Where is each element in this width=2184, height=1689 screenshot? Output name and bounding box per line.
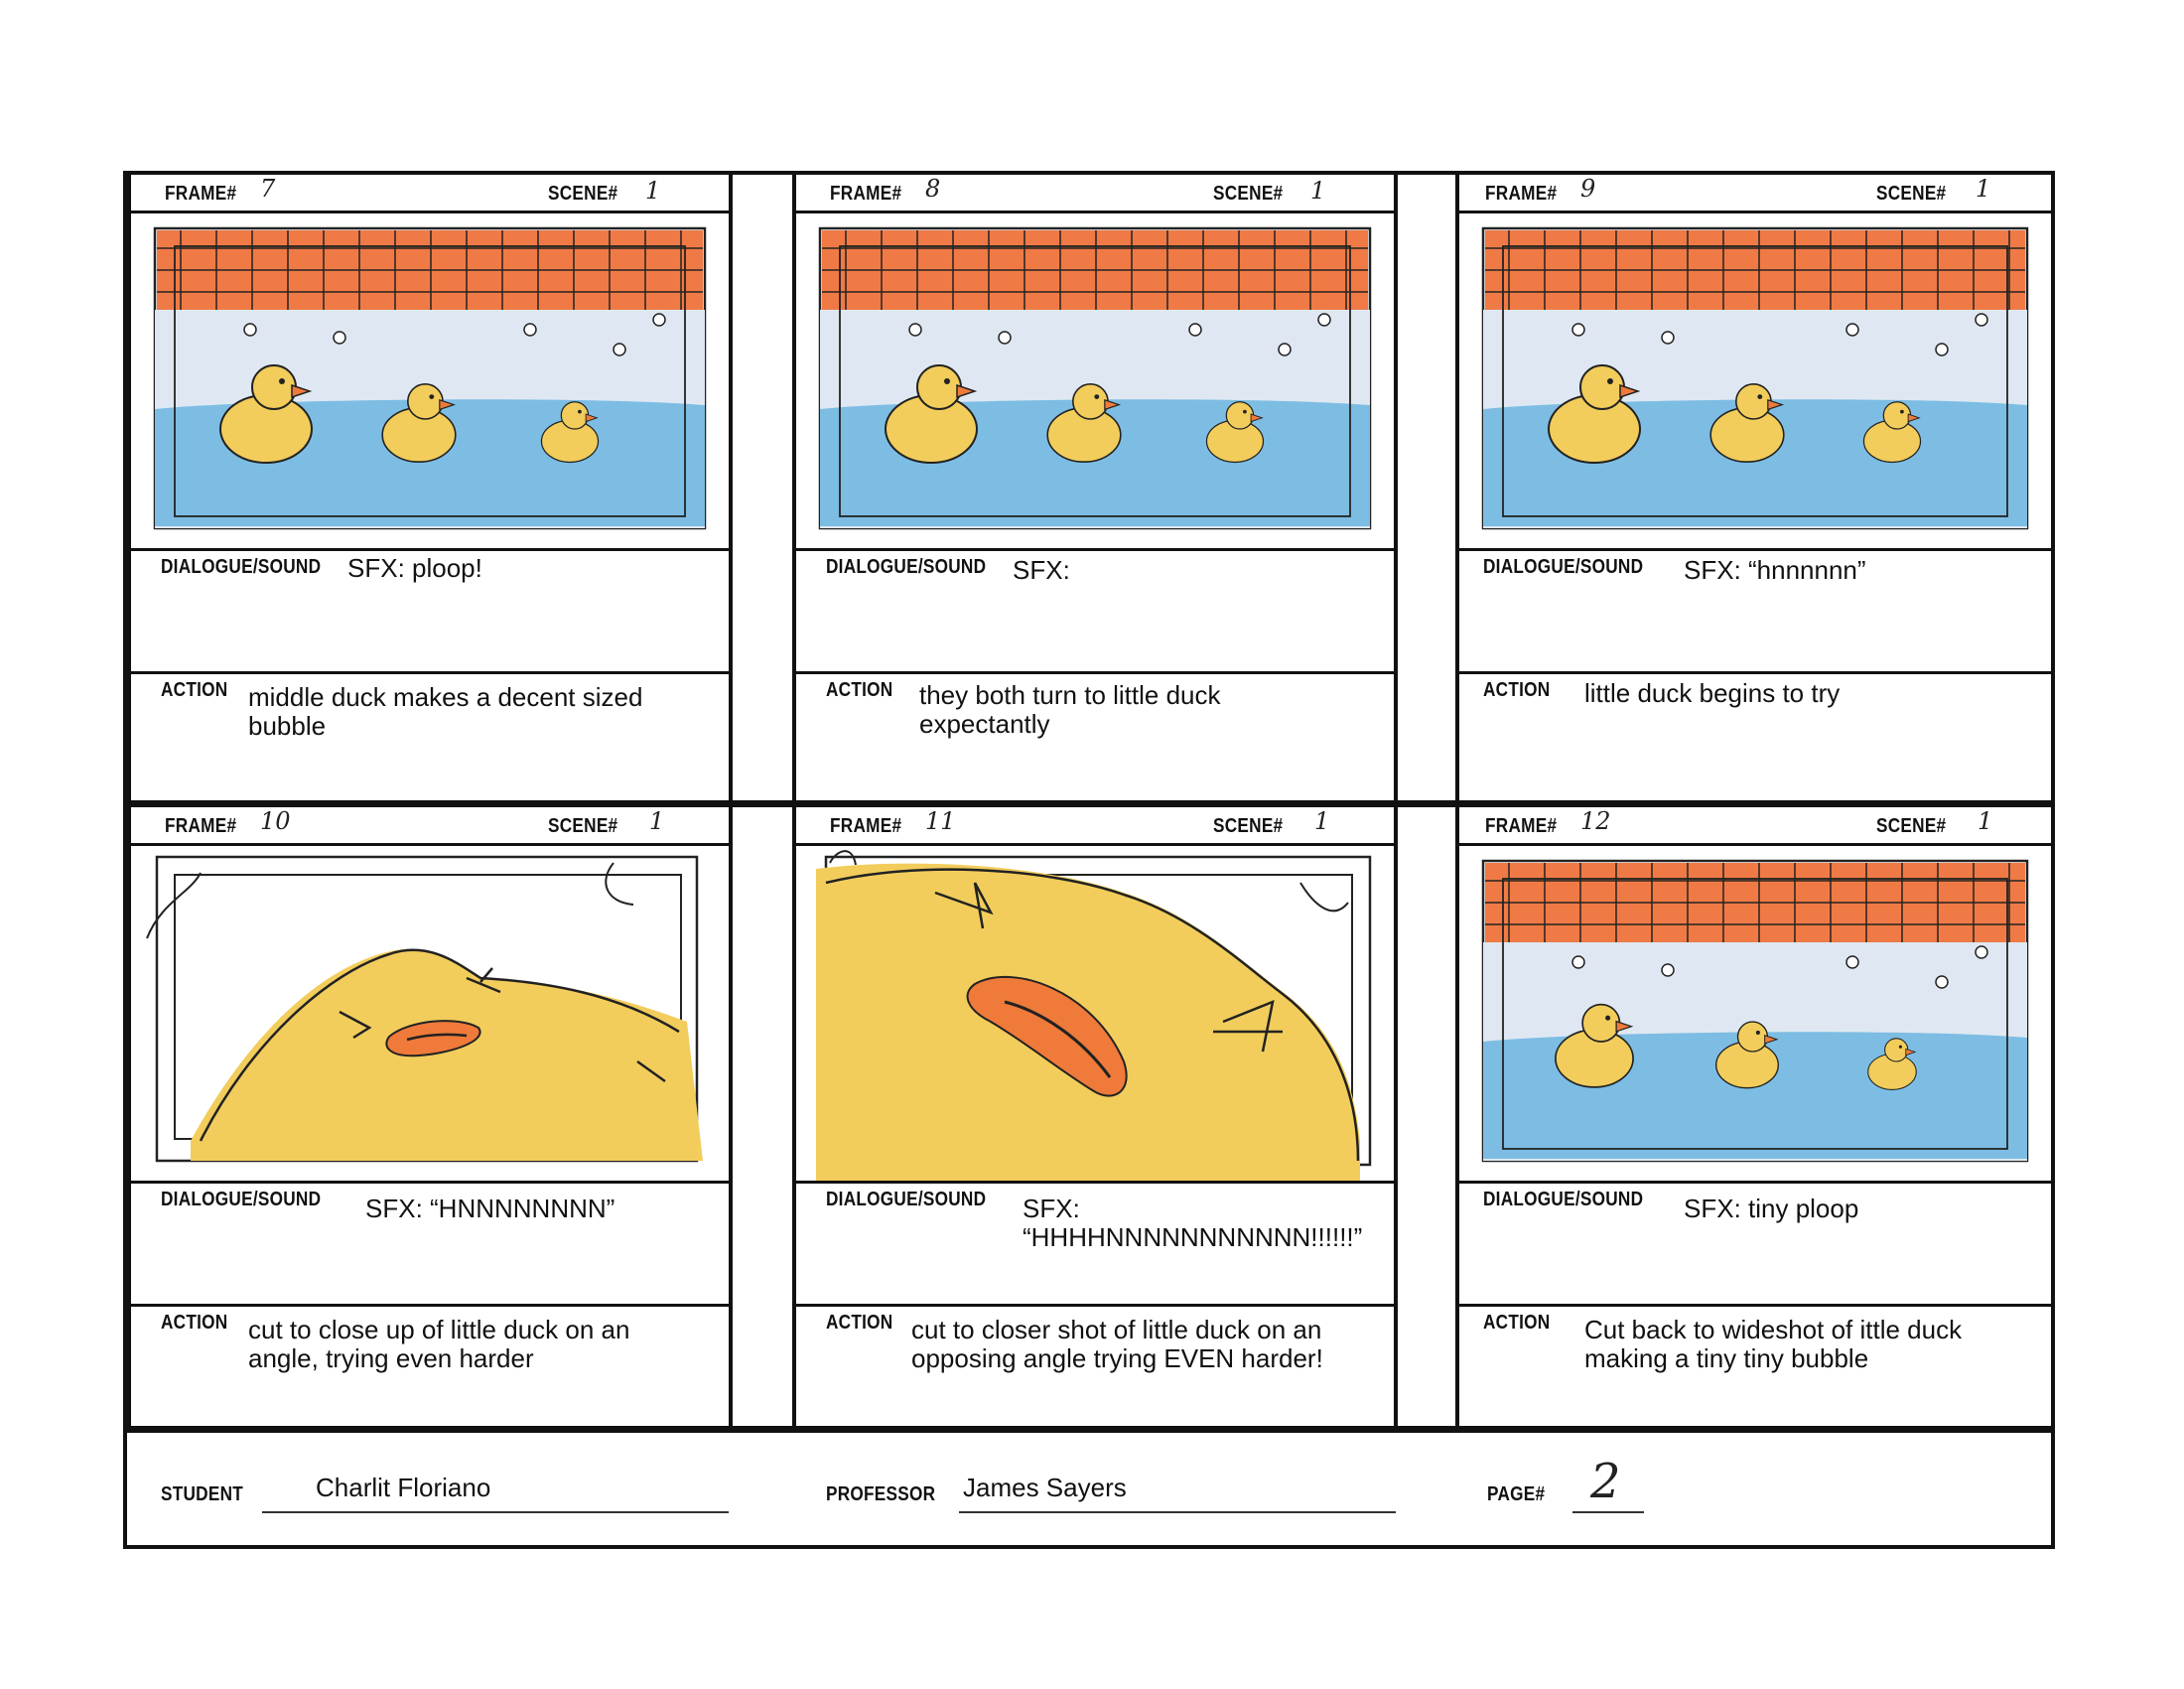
- duck-head: [1073, 384, 1108, 419]
- scene-number: 1: [1314, 807, 1330, 835]
- dialogue-text: SFX: tiny ploop: [1684, 1194, 1859, 1223]
- frame-number: 9: [1580, 175, 1596, 203]
- frame-label: FRAME#: [1485, 815, 1558, 837]
- dialogue-box: [1459, 1181, 2051, 1307]
- frame-header: [796, 807, 1394, 846]
- action-label: ACTION: [161, 679, 228, 701]
- bubble: [1846, 324, 1858, 336]
- frame-artwork: [796, 843, 1394, 1184]
- duck-head: [1883, 402, 1910, 429]
- frame-number: 12: [1580, 807, 1611, 835]
- professor-label: PROFESSOR: [826, 1483, 936, 1505]
- duck-eye: [429, 394, 434, 399]
- bubble: [909, 324, 921, 336]
- student-label: STUDENT: [161, 1483, 244, 1505]
- frame-number: 11: [925, 807, 956, 835]
- frame-number: 10: [260, 807, 291, 835]
- frame-artwork: [796, 211, 1394, 551]
- duck-head: [1582, 1005, 1619, 1042]
- duck-head: [1736, 384, 1771, 419]
- duck-head: [1737, 1022, 1767, 1052]
- action-text: cut to close up of little duck on an angle, trying even harder: [248, 1315, 630, 1373]
- action-label: ACTION: [1483, 1312, 1551, 1334]
- duck-eye: [578, 410, 582, 414]
- action-label: ACTION: [161, 1312, 228, 1334]
- duck-eye: [279, 378, 285, 384]
- duck-eye: [1605, 1016, 1610, 1021]
- professor-name: James Sayers: [963, 1473, 1127, 1502]
- dialogue-box: [131, 548, 729, 674]
- dialogue-label: DIALOGUE/SOUND: [161, 1189, 322, 1210]
- scene-number: 1: [649, 807, 665, 835]
- page-line: [1572, 1511, 1644, 1513]
- frame-artwork: [1459, 211, 2051, 551]
- frame-cell-12: [1455, 807, 2051, 1433]
- dialogue-label: DIALOGUE/SOUND: [826, 1189, 987, 1210]
- scene-label: SCENE#: [548, 815, 618, 837]
- duck-head: [561, 402, 588, 429]
- scene-number: 1: [1978, 807, 1993, 835]
- frame-artwork: [131, 211, 729, 551]
- frame-header: [1459, 175, 2051, 213]
- scene-label: SCENE#: [1213, 815, 1284, 837]
- bubble: [524, 324, 536, 336]
- frame-header: [1459, 807, 2051, 846]
- action-label: ACTION: [826, 1312, 893, 1334]
- frame-number: 8: [925, 175, 941, 203]
- frame-cell-7: [127, 175, 733, 800]
- dialogue-box: [131, 1181, 729, 1307]
- action-text: Cut back to wideshot of ittle duck making a tiny tiny bubble: [1584, 1315, 1963, 1373]
- row-divider: [127, 800, 2051, 807]
- footer-divider: [127, 1426, 2051, 1433]
- duck-head: [408, 384, 443, 419]
- frame-header: [131, 175, 729, 213]
- scene-label: SCENE#: [548, 183, 618, 205]
- action-box: [796, 1304, 1394, 1433]
- bubble: [614, 344, 625, 355]
- duck-head: [1226, 402, 1253, 429]
- bubble: [653, 314, 665, 326]
- frame-label: FRAME#: [165, 183, 237, 205]
- frame-header: [796, 175, 1394, 213]
- frame-label: FRAME#: [830, 815, 902, 837]
- frame-number: 7: [260, 175, 276, 203]
- closer-duck-drawing: [796, 843, 1394, 1181]
- storyboard-sheet: [123, 171, 2055, 1549]
- professor-line: [959, 1511, 1396, 1513]
- closeup-duck-drawing: [131, 843, 729, 1181]
- dialogue-text: SFX:: [1013, 555, 1070, 585]
- action-label: ACTION: [826, 679, 893, 701]
- dialogue-text: SFX: “hnnnnnn”: [1684, 555, 1866, 585]
- bubble: [999, 332, 1011, 344]
- footer: [127, 1434, 2051, 1549]
- bubble: [1662, 964, 1674, 976]
- duck-eye: [1757, 394, 1762, 399]
- action-box: [1459, 671, 2051, 800]
- duck-eye: [1243, 410, 1247, 414]
- bubble: [1318, 314, 1330, 326]
- dialogue-text: SFX: “HNNNNNNNN”: [365, 1194, 615, 1223]
- dialogue-box: [796, 1181, 1394, 1307]
- action-text: they both turn to little duck expectantly: [919, 680, 1221, 739]
- scene-number: 1: [1310, 177, 1326, 205]
- duck-head: [1885, 1039, 1908, 1061]
- action-box: [131, 1304, 729, 1433]
- bubble: [334, 332, 345, 344]
- frame-cell-10: [127, 807, 733, 1433]
- frame-cell-11: [792, 807, 1398, 1433]
- bubble: [1572, 324, 1584, 336]
- duck-head: [252, 365, 296, 409]
- duck-eye: [1899, 1046, 1902, 1049]
- bubble: [1846, 956, 1858, 968]
- duck-eye: [1756, 1031, 1760, 1035]
- dialogue-label: DIALOGUE/SOUND: [161, 556, 322, 578]
- bubble: [1936, 976, 1948, 988]
- frame-cell-9: [1455, 175, 2051, 800]
- frame-header: [131, 807, 729, 846]
- duck-eye: [1094, 394, 1099, 399]
- bubble: [1189, 324, 1201, 336]
- duck-eye: [1607, 378, 1613, 384]
- action-text: little duck begins to try: [1584, 678, 1841, 708]
- student-line: [262, 1511, 729, 1513]
- scene-label: SCENE#: [1876, 815, 1947, 837]
- frame-label: FRAME#: [1485, 183, 1558, 205]
- scene-number: 1: [645, 177, 661, 205]
- action-box: [796, 671, 1394, 800]
- duck-head: [1580, 365, 1624, 409]
- frame-label: FRAME#: [830, 183, 902, 205]
- bubble: [1936, 344, 1948, 355]
- bathtub-scene-drawing: [131, 211, 729, 548]
- bathtub-scene-drawing: [796, 211, 1394, 548]
- scene-label: SCENE#: [1876, 183, 1947, 205]
- action-box: [1459, 1304, 2051, 1433]
- dialogue-label: DIALOGUE/SOUND: [1483, 556, 1644, 578]
- bubble: [1976, 946, 1987, 958]
- bathtub-scene-drawing: [1459, 843, 2051, 1181]
- action-label: ACTION: [1483, 679, 1551, 701]
- duck-eye: [1900, 410, 1904, 414]
- bubble: [1279, 344, 1291, 355]
- frame-cell-8: [792, 175, 1398, 800]
- action-box: [131, 671, 729, 800]
- action-text: middle duck makes a decent sized bubble: [248, 682, 643, 741]
- dialogue-label: DIALOGUE/SOUND: [1483, 1189, 1644, 1210]
- bubble: [244, 324, 256, 336]
- duck-eye: [944, 378, 950, 384]
- frame-artwork: [131, 843, 729, 1184]
- dialogue-box: [796, 548, 1394, 674]
- bubble: [1662, 332, 1674, 344]
- duck-head: [917, 365, 961, 409]
- bathtub-scene-drawing: [1459, 211, 2051, 548]
- page-label: PAGE#: [1487, 1483, 1546, 1505]
- frame-artwork: [1459, 843, 2051, 1184]
- action-text: cut to closer shot of little duck on an opposing angle trying EVEN harder!: [911, 1315, 1323, 1373]
- bubble: [1572, 956, 1584, 968]
- dialogue-text: SFX: “HHHHNNNNNNNNNNN!!!!!!”: [1023, 1194, 1363, 1252]
- dialogue-box: [1459, 548, 2051, 674]
- dialogue-label: DIALOGUE/SOUND: [826, 556, 987, 578]
- student-name: Charlit Floriano: [316, 1473, 491, 1502]
- frame-label: FRAME#: [165, 815, 237, 837]
- page-number: 2: [1590, 1454, 1621, 1509]
- scene-label: SCENE#: [1213, 183, 1284, 205]
- bubble: [1976, 314, 1987, 326]
- dialogue-text: SFX: ploop!: [347, 553, 482, 583]
- scene-number: 1: [1976, 175, 1991, 203]
